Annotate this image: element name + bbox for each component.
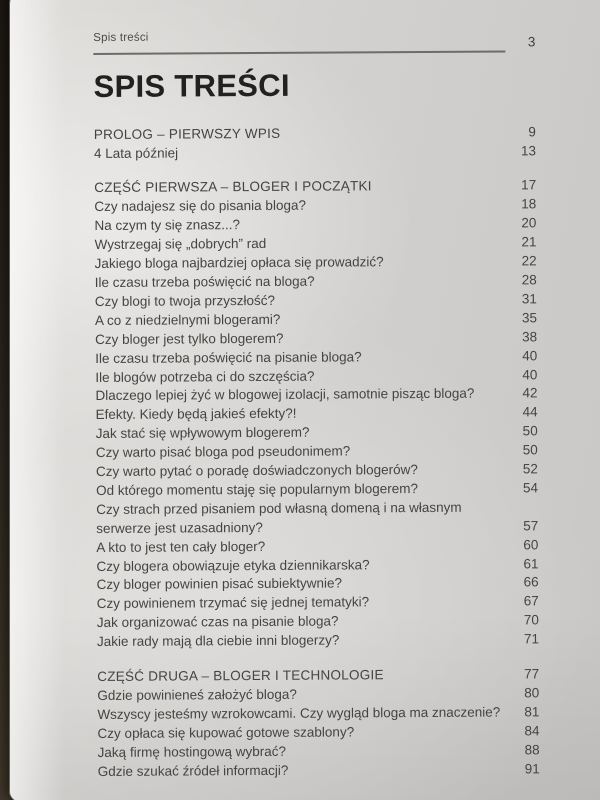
toc-entry-page: 81 xyxy=(524,704,540,720)
toc-entry-label: Czy bloger powinien pisać subiektywnie? xyxy=(96,575,343,593)
toc-entry-label: CZĘŚĆ PIERWSZA – BLOGER I POCZĄTKI xyxy=(94,178,372,196)
toc-entry-page: 80 xyxy=(524,685,540,701)
toc-entry-label: A kto to jest ten cały bloger? xyxy=(96,538,266,555)
toc-group xyxy=(94,123,536,164)
toc-entry-page: 54 xyxy=(522,480,539,496)
toc-entry-page: 57 xyxy=(523,518,539,534)
toc-entry-label: CZĘŚĆ DRUGA – BLOGER I TECHNOLOGIE xyxy=(97,667,384,685)
toc-entry-label: Dlaczego lepiej żyć w blogowej izolacji, samotnie pisząc bloga? xyxy=(95,386,475,404)
running-header-label: Spis treści xyxy=(93,31,149,44)
toc-entry-page: 88 xyxy=(524,742,540,758)
toc-entry-page: 13 xyxy=(520,142,537,158)
toc-entry-page: 84 xyxy=(524,723,540,739)
toc-entry-page: 21 xyxy=(521,234,537,250)
toc-entry-page: 42 xyxy=(522,385,538,401)
toc-entry-page: 60 xyxy=(523,536,539,553)
toc-entry-page: 50 xyxy=(522,442,538,458)
toc-group xyxy=(94,177,539,652)
toc-entry-page: 44 xyxy=(522,404,538,420)
toc-entry-label: Czy warto pytać o poradę doświadczonych blogerów? xyxy=(95,462,418,480)
toc-entry-page: 9 xyxy=(528,123,536,139)
page-title: SPIS TREŚCI xyxy=(93,67,290,104)
page-number: 3 xyxy=(527,34,536,50)
toc-entry-page: 91 xyxy=(524,760,540,777)
toc-entry-label: Jak stać się wpływowym blogerem? xyxy=(95,424,310,442)
toc-entry xyxy=(96,498,538,539)
toc-entry-label: 4 Lata później xyxy=(93,145,179,161)
running-header xyxy=(93,25,535,55)
toc-entry-page: 22 xyxy=(521,253,537,269)
toc-entry-label: Czy bloger jest tylko blogerem? xyxy=(95,330,284,347)
toc-entry-page: 50 xyxy=(522,423,538,439)
page-content xyxy=(93,0,540,782)
toc-entry-label: Jak organizować czas na pisanie bloga? xyxy=(96,613,339,631)
toc-entry-label: Czy nadajesz się do pisania bloga? xyxy=(94,198,306,215)
toc-entry xyxy=(98,760,540,782)
toc-entry xyxy=(94,142,536,164)
book-page xyxy=(10,0,600,800)
toc-entry-label: Gdzie powinieneś założyć bloga? xyxy=(97,686,297,704)
toc-entry-label: Czy warto pisać bloga pod pseudonimem? xyxy=(95,443,351,461)
toc-group xyxy=(97,665,540,781)
toc-entry-page: 18 xyxy=(521,196,537,212)
toc-entry-page: 17 xyxy=(521,177,537,193)
toc-list xyxy=(94,123,540,782)
toc-entry-page: 31 xyxy=(521,291,537,307)
toc-entry-label: Jakie rady mają dla ciebie inni blogerzy? xyxy=(96,632,340,650)
toc-entry-label: Wystrzegaj się „dobrych” rad xyxy=(94,236,267,253)
toc-entry-page: 67 xyxy=(523,593,539,609)
toc-entry-label: A co z niedzielnymi blogerami? xyxy=(94,311,281,328)
toc-entry-label: Na czym ty się znasz...? xyxy=(94,217,241,234)
toc-entry-page: 35 xyxy=(521,310,538,326)
toc-entry-label: Gdzie szukać źródeł informacji? xyxy=(97,762,289,779)
running-header-rule xyxy=(93,25,505,55)
toc-entry-label: Czy strach przed pisaniem pod własną domeną i na własnym serwerze jest uzasadniony? xyxy=(96,499,462,536)
toc-entry-label: PROLOG – PIERWSZY WPIS xyxy=(93,125,281,142)
toc-entry-page: 61 xyxy=(523,555,539,571)
toc-entry-page: 71 xyxy=(523,631,540,647)
toc-entry-page: 70 xyxy=(523,612,539,628)
toc-entry-label: Ile czasu trzeba poświęcić na bloga? xyxy=(94,273,315,290)
toc-entry-label: Czy blogera obowiązuje etyka dziennikarska? xyxy=(96,556,370,574)
toc-entry-label: Od którego momentu staję się popularnym blogerem? xyxy=(95,480,419,498)
toc-entry-page: 40 xyxy=(522,366,538,382)
toc-entry-label: Czy opłaca się kupować gotowe szablony? xyxy=(97,724,355,741)
toc-entry-page: 38 xyxy=(522,328,538,345)
toc-entry-page: 40 xyxy=(522,347,538,363)
toc-entry-label: Czy powinienem trzymać się jednej tematyki? xyxy=(96,594,370,612)
toc-entry-page: 28 xyxy=(521,272,537,288)
toc-entry-label: Efekty. Kiedy będą jakieś efekty?! xyxy=(95,406,297,423)
toc-entry-page: 66 xyxy=(523,574,539,590)
toc-entry-page: 52 xyxy=(522,461,538,477)
toc-entry-page: 77 xyxy=(524,666,540,682)
toc-entry-label: Wszyscy jesteśmy wzrokowcami. Czy wygląd bloga ma znaczenie? xyxy=(97,704,501,722)
toc-entry xyxy=(97,630,539,652)
toc-entry-label: Ile czasu trzeba poświęcić na pisanie bloga? xyxy=(95,348,362,366)
toc-entry-label: Czy blogi to twoja przyszłość? xyxy=(94,292,276,309)
toc-entry-label: Ile blogów potrzeba ci do szczęścia? xyxy=(95,368,315,385)
toc-entry-label: Jakiego bloga najbardziej opłaca się prowadzić? xyxy=(94,254,384,272)
toc-entry-page: 20 xyxy=(521,215,537,231)
toc-entry-label: Jaką firmę hostingową wybrać? xyxy=(97,743,287,760)
